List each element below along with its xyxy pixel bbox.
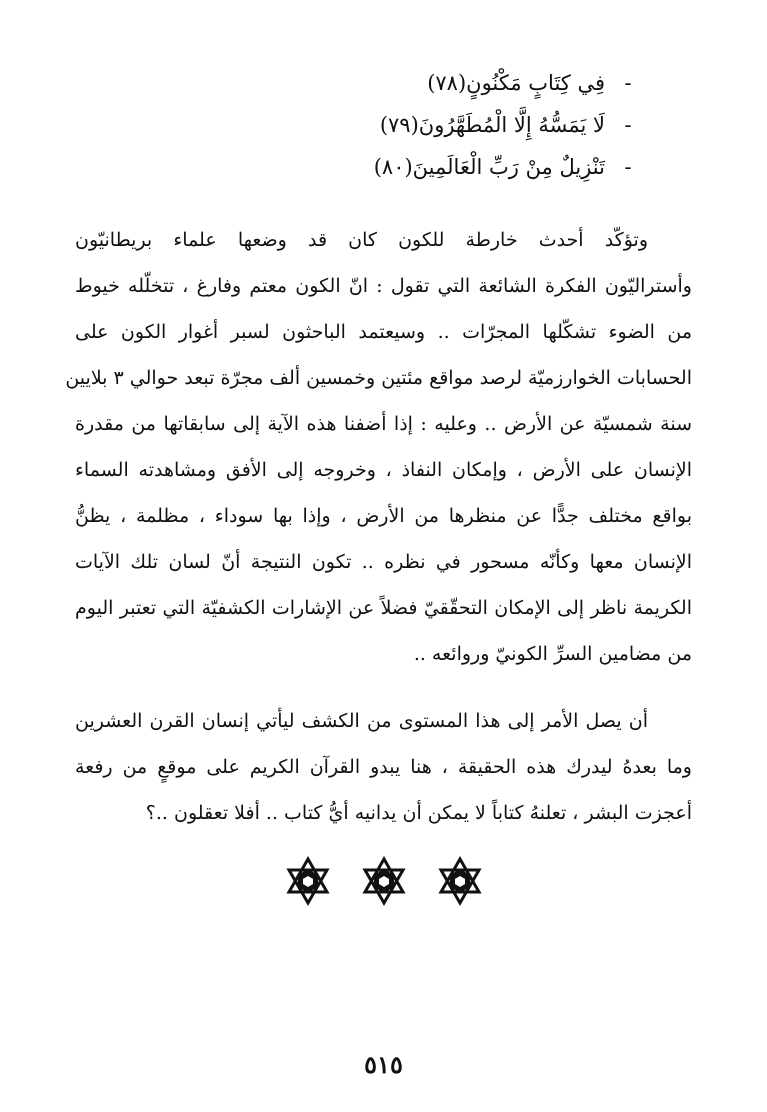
text-line: سنة شمسيّة عن الأرض .. وعليه : إذا أضفنا هذه الآية إلى سابقاتها من مقدرة (75, 413, 692, 435)
six-point-star-icon (436, 857, 484, 905)
text-line: الإنسان معها وكأنّه مسحور في نظره .. تكون النتيجة أنّ لسان تلك الآيات (75, 551, 692, 573)
verse-item (217, 62, 637, 104)
ornament-divider (0, 857, 767, 905)
text-line: من الضوء تشكّلها المجرّات .. وسيعتمد الباحثون لسبر أغوار الكون على (75, 321, 692, 343)
text-line: أعجزت البشر ، تعلنهُ كتاباً لا يمكن أن يدانيه أيُّ كتاب .. أفلا تعقلون ..؟ (145, 802, 692, 824)
verse-text: لَا يَمَسُّهُ إِلَّا الْمُطَهَّرُونَ(٧٩) (379, 113, 605, 137)
page-number: ٥١٥ (364, 1050, 403, 1079)
text-line: الإنسان على الأرض ، وإمكان النفاذ ، وخروجه إلى الأفق ومشاهدته السماء (75, 459, 692, 481)
text-line: الحسابات الخوارزميّة لرصد مواقع مئتين وخمسين ألف مجرّة تبعد حوالي ٣ بلايين (65, 367, 692, 389)
verse-item (217, 104, 637, 146)
quran-verses-list (217, 62, 637, 188)
verse-text: فِي كِتَابٍ مَكْنُونٍ(٧٨) (427, 71, 605, 95)
text-line: وما بعدهُ ليدرك هذه الحقيقة ، هنا يبدو القرآن الكريم على موقعٍ من رفعة (75, 756, 692, 778)
six-point-star-icon (360, 857, 408, 905)
six-point-star-icon (284, 857, 332, 905)
text-line: من مضامين السرِّ الكونيّ وروائعه .. (413, 643, 692, 665)
paragraph-1 (65, 217, 692, 677)
text-line: وتؤكّد أحدث خارطة للكون كان قد وضعها علماء بريطانيّون (75, 229, 648, 251)
text-line: الكريمة ناظر إلى الإمكان التحقّقيّ فضلاً عن الإشارات الكشفيّة التي تعتبر اليوم (75, 597, 692, 619)
paragraph-2 (75, 698, 692, 836)
verse-marker: - (624, 113, 632, 137)
text-line: وأستراليّون الفكرة الشائعة التي تقول : انّ الكون معتم وفارغ ، تتخلّله خيوط (75, 275, 692, 297)
verse-text: تَنْزِيلٌ مِنْ رَبِّ الْعَالَمِينَ(٨٠) (373, 155, 605, 179)
verse-marker: - (624, 155, 632, 179)
verse-marker: - (624, 71, 632, 95)
verse-item (217, 146, 637, 188)
text-line: أن يصل الأمر إلى هذا المستوى من الكشف ليأتي إنسان القرن العشرين (75, 710, 648, 732)
text-line: بواقع مختلف جدًّا عن منظرها من الأرض ، وإذا بها سوداء ، مظلمة ، يظنُّ (75, 505, 692, 527)
